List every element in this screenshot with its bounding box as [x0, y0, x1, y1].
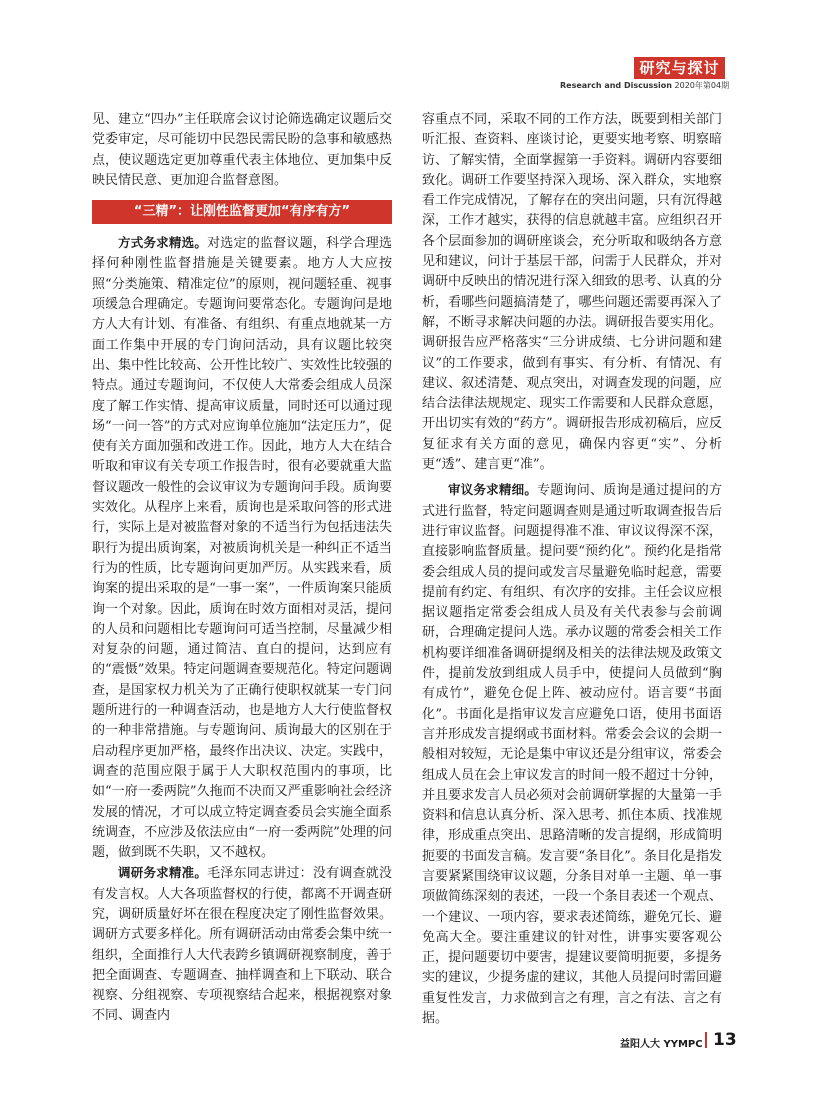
- column-subtitle: [560, 80, 730, 91]
- issue-label: 2020年第04期: [674, 81, 730, 90]
- page-number: 13: [713, 1030, 737, 1050]
- column-title-tag: 研究与探讨: [634, 57, 725, 79]
- paragraph-lead: 方式务求精选。: [118, 235, 208, 251]
- intro-paragraph: 见、建立“四办”主任联席会议讨论筛选确定议题后交党委审定，尽可能切中民怨民需民盼的急事和敏感热点，使议题选定更加尊重代表主体地位、更加集中反映民情民意、更加迎合监督意图。: [92, 112, 392, 188]
- paragraph-research: [92, 863, 392, 1026]
- paragraph-lead: 调研务求精准。: [118, 865, 208, 881]
- paragraph-research-cont: 容重点不同，采取不同的工作方法，既要到相关部门听汇报、查资料、座谈讨论，更要实地考察、明察暗访、了解实情，全面掌握第一手资料。调研内容要细致化。调研工作要坚持深入现场、深入群众，实地察看工作完成情况，了解存在的突出问题，只有沉得越深，工作才越实，获得的信息就越丰富。应组织召开各个层面参加的调研座谈会，充分听取和吸纳各方意见和建议，问计于基层干部，问需于人民群众，并对调研中反映出的情况进行深入细致的思考、认真的分析，看哪些问题搞清楚了，哪些问题还需要再深入了解，不断寻求解决问题的办法。调研报告要实用化。调研报告应严格落实“三分讲成绩、七分讲问题和建议”的工作要求，做到有事实、有分析、有情况、有建议、叙述清楚、观点突出，对调查发现的问题，应结合法律法规规定、现实工作需要和人民群众意愿，开出切实有效的“药方”。调研报告形成初稿后，应反复征求有关方面的意见，确保内容更“实”、分析更“透”、建言更“准”。: [422, 112, 722, 473]
- page-footer: [600, 1031, 736, 1051]
- right-column: [422, 110, 722, 1029]
- paragraph-body: 毛泽东同志讲过：没有调查就没有发言权。人大各项监督权的行使，都离不开调查研究，调研质量好坏在很在程度决定了刚性监督效果。调研方式要多样化。所有调研活动由常委会集中统一组织，全面推行人大代表跨乡镇调研视察制度，善于把全面调查、专题调查、抽样调查和上下联动、联合视察、分组视察、专项视察结合起来，根据视察对象不同、调查内: [92, 866, 392, 1024]
- paragraph-review: [422, 480, 722, 1029]
- paragraph-body: 专题询问、质询是通过提问的方式进行监督，特定问题调查则是通过听取调查报告后进行审议监督。问题提得准不准、审议议得深不深，直接影响监督质量。提问要“预约化”。预约化是指常委会组成人员的提问或发言尽量避免临时起意，需要提前有约定、有组织、有次序的安排。主任会议应根据议题指定常委会组成人员及有关代表参与会前调研，合理确定提问人选。承办议题的常委会相关工作机构要详细准备调研提纲及相关的法律法规及政策文件，提前发放到组成人员手中，使提问人员做到“胸有成竹”，避免仓促上阵、被动应付。语言要“书面化”。书面化是指审议发言应避免口语，使用书面语言并形成发言提纲或书面材料。常委会会议的会期一般相对较短，无论是集中审议还是分组审议，常委会组成人员在会上审议发言的时间一般不超过十分钟，并且要求发言人员必须对会前调研掌握的大量第一手资料和信息认真分析、深入思考、抓住本质、找准规律，形成重点突出、思路清晰的发言提纲，形成简明扼要的书面发言稿。发言要“条目化”。条目化是指发言要紧紧围绕审议议题，分条目对单一主题、单一事项做简练深刻的表述，一段一个条目表述一个观点、一个建议、一项内容，要求表述简练，避免冗长、避免高大全。要注重建议的针对性，讲事实要客观公正，提问题要切中要害，提建议要简明扼要，多提务实的建议，少提务虚的建议，其他人员提问时需回避重复性发言，力求做到言之有理，言之有法、言之有据。: [422, 483, 722, 1027]
- paragraph-body: 对选定的监督议题，科学合理选择何种刚性监督措施是关键要素。地方人大应按照“分类施策、精准定位”的原则，视问题轻重、视事项缓急合理确定。专题询问要常态化。专题询问是地方人大有计划、有准备、有组织、有重点地就某一方面工作集中开展的专门询问活动，具有议题比较突出、集中性比较高、公开性比较广、实效性比较强的特点。通过专题询问，不仅使人大常委会组成人员深度了解工作实情、提高审议质量，同时还可以通过现场“一问一答”的方式对应询单位施加“法定压力”，促使有关方面加强和改进工作。因此，地方人大在结合听取和审议有关专项工作报告时，很有必要就重大监督议题改一般性的会议审议为专题询问手段。质询要实效化。从程序上来看，质询也是采取问答的形式进行，实际上是对被监督对象的不适当行为包括违法失职行为提出质询案，对被质询机关是一种纠正不适当行为的性质，比专题询问更加严厉。从实践来看，质询案的提出采取的是“一事一案”，一件质询案只能质询一个对象。因此，质询在时效方面相对灵活，提问的人员和问题相比专题询问可适当控制，尽量减少相对复杂的问题，通过简洁、直白的提问，达到应有的“震慑”效果。特定问题调查要规范化。特定问题调查，是国家权力机关为了正确行使职权就某一专门问题所进行的一种调查活动，也是地方人大行使监督权的一种非常措施。与专题询问、质询最大的区别在于启动程序更加严格，最终作出决议、决定。实践中，调查的范围应限于属于人大职权范围内的事项，比如“一府一委两院”久拖而不决而又严重影响社会经济发展的情况，才可以成立特定调查委员会实施全面系统调查，不应涉及依法应由“一府一委两院”处理的问题，做到既不失职，又不越权。: [92, 236, 392, 861]
- column-subtitle-en: Research and Discussion: [560, 81, 672, 90]
- left-column: [92, 110, 392, 1027]
- paragraph-method: [92, 233, 392, 863]
- paragraph-lead: 审议务求精细。: [448, 482, 538, 498]
- publication-name: 益阳人大 YYMPC: [620, 1039, 703, 1050]
- section-heading: “三精”：让刚性监督更加“有序有方”: [92, 200, 392, 224]
- footer-divider: [705, 1032, 707, 1048]
